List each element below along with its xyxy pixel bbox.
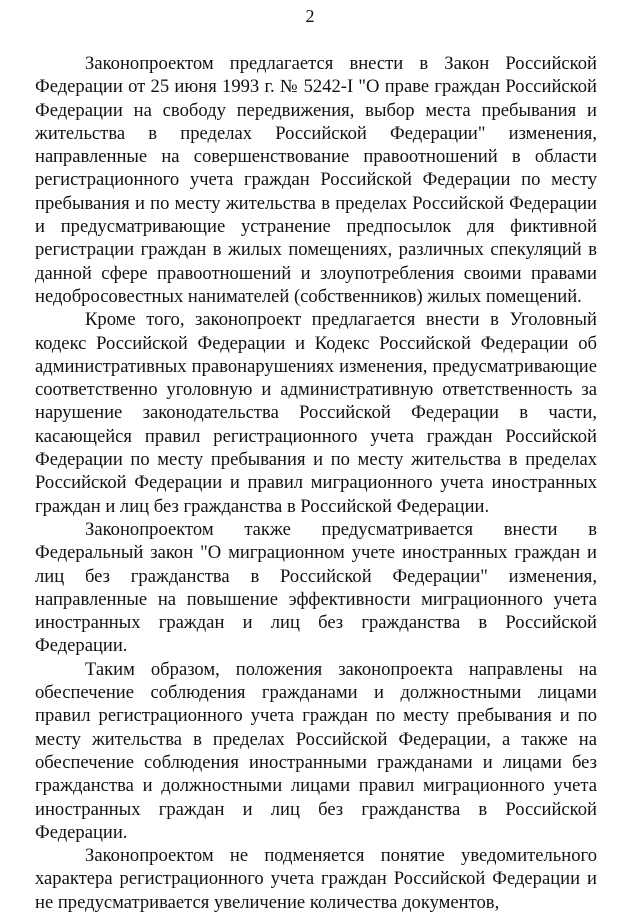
page-number: 2 (305, 6, 315, 26)
paragraph-5: Законопроектом не подменяется понятие уведомительного характера регистрационного учета граждан Российской Федерации и не предусматривается увеличение количества документов, (35, 845, 597, 913)
paragraph-1: Законопроектом предлагается внести в Закон Российской Федерации от 25 июня 1993 г. № 5242-I "О праве граждан Российской Федерации на свободу передвижения, выбор места пребывания и жительства в пределах Российской Федерации" изменения, направленные на совершенствование правоотношений в области регистрационного учета граждан Российской Федерации по месту пребывания и по месту жительства в пределах Российской Федерации и предусматривающие устранение предпосылок для фиктивной регистрации граждан в жилых помещениях, различных спекуляций в данной сфере правоотношений и злоупотребления своими правами недобросовестных нанимателей (собственников) жилых помещений. (35, 53, 597, 307)
paragraph-2: Кроме того, законопроект предлагается внести в Уголовный кодекс Российской Федерации и Кодекс Российской Федерации об административных правонарушениях изменения, предусматривающие соответственно уголовную и административную ответственность за нарушение законодательства Российской Федерации в части, касающейся правил регистрационного учета граждан Российской Федерации по месту пребывания и по месту жительства в пределах Российской Федерации и правил миграционного учета иностранных граждан и лиц без гражданства в Российской Федерации. (35, 309, 597, 517)
document-body (35, 52, 597, 914)
paragraph-4: Таким образом, положения законопроекта направлены на обеспечение соблюдения гражданами и должностными лицами правил регистрационного учета граждан по месту пребывания и по месту жительства в пределах Российской Федерации, а также на обеспечение соблюдения иностранными гражданами и лицами без гражданства и должностными лицами правил миграционного учета иностранных граждан и лиц без гражданства в Российской Федерации. (35, 658, 597, 843)
paragraph-3: Законопроектом также предусматривается внести в Федеральный закон "О миграционном учете иностранных граждан и лиц без гражданства в Российской Федерации" изменения, направленные на повышение эффективности миграционного учета иностранных граждан и лиц без гражданства в Российской Федерации. (35, 518, 597, 657)
